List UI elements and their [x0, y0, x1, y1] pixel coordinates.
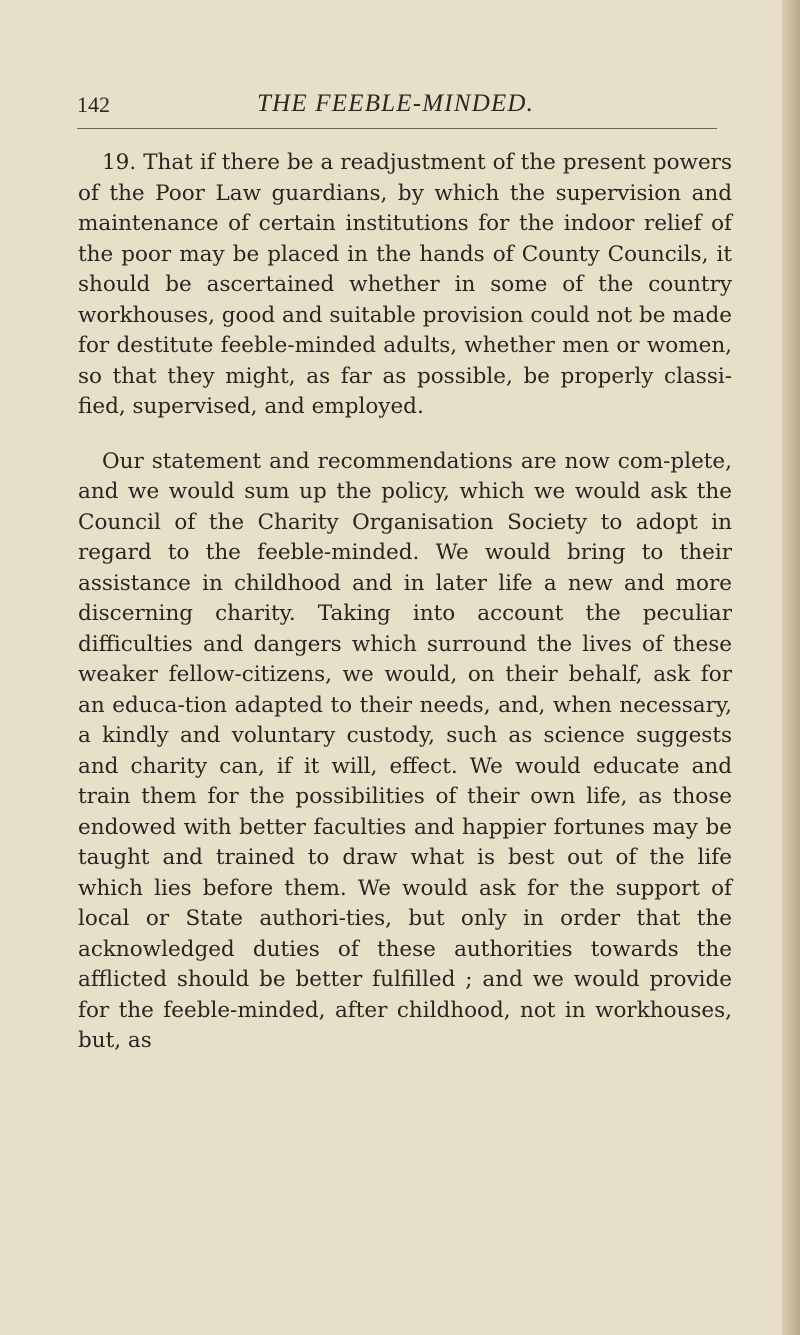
running-title: THE FEEBLE-MINDED. — [257, 90, 535, 117]
page-header — [77, 90, 717, 132]
page-edge-shadow — [782, 0, 800, 1335]
page-number: 142 — [77, 92, 110, 117]
body-text — [78, 148, 732, 1057]
header-rule — [77, 128, 717, 129]
paragraph-19: 19. That if there be a readjustment of the present powers of the Poor Law guardians, by which the supervision and maintenance of certain institutions for the indoor relief of the poor may be placed in the hands of County Councils, it should be ascertained whether in some of the country workhouses, good and suitable provision could not be made for destitute feeble-minded adults, whether men or women, so that they might, as far as possible, be properly classi-fied, supervised, and employed. — [78, 150, 732, 419]
paragraph-summary: Our statement and recommendations are now com-plete, and we would sum up the policy, which we would ask the Council of the Charity Organisation Society to adopt in regard to the feeble-minded. We would bring to their assistance in childhood and in later life a new and more discerning charity. Taking into account the peculiar difficulties and dangers which surround the lives of these weaker fellow-citizens, we would, on their behalf, ask for an educa-tion adapted to their needs, and, when necessary, a kindly and voluntary custody, such as science suggests and charity can, if it will, effect. We would educate and train them for the possibilities of their own life, as those endowed with better faculties and happier fortunes may be taught and trained to draw what is best out of the life which lies before them. We would ask for the support of local or State authori-ties, but only in order that the acknowledged duties of these authorities towards the afflicted should be better fulfilled ; and we would provide for the feeble-minded, after childhood, not in workhouses, but, as — [78, 448, 732, 1053]
